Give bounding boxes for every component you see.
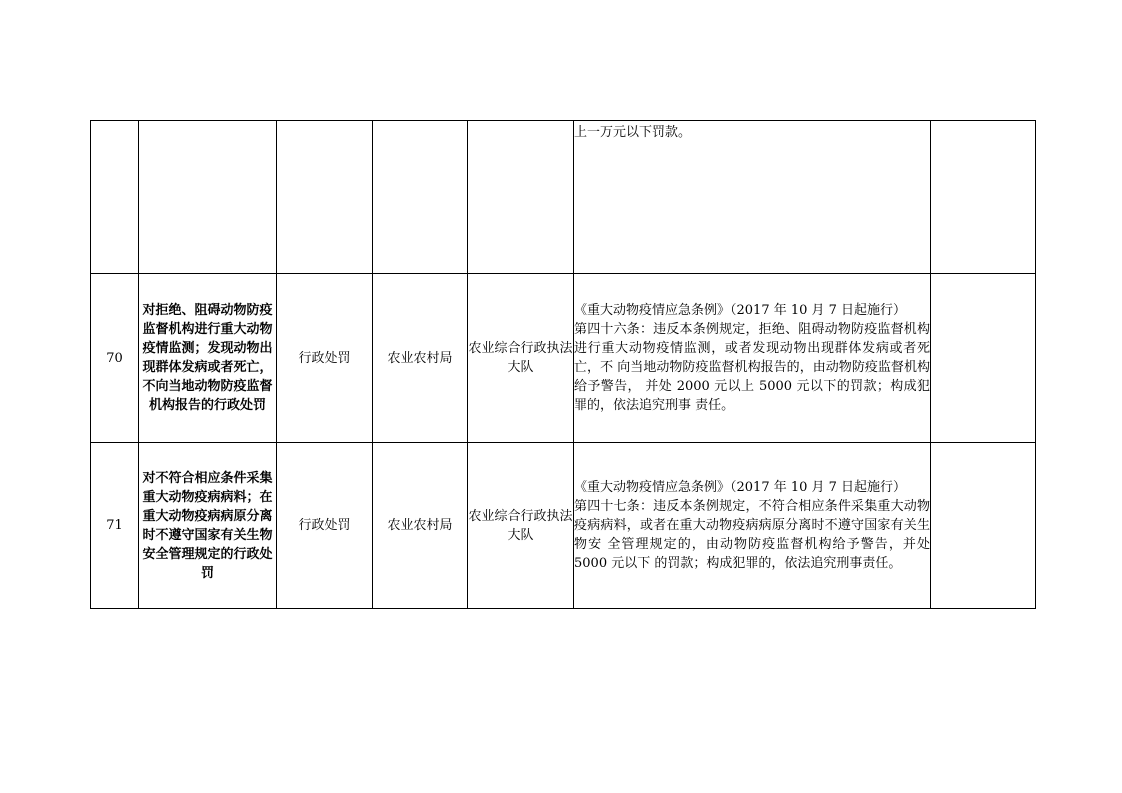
remarks-cell bbox=[931, 121, 1036, 274]
legal-basis-text: 上一万元以下罚款。 bbox=[574, 125, 692, 140]
department-cell bbox=[373, 121, 468, 274]
legal-basis-text: 第四十七条：违反本条例规定，不符合相应条件采集重大动物 疫病病料，或者在重大动物疫病病原分离时不遵守国家有关生物安 全管理规定的，由动物防疫监督机构给予警告，并处 5000 元以下 的罚款；构成犯罪的，依法追究刑事责任。 bbox=[574, 499, 930, 571]
table-row bbox=[91, 274, 1036, 443]
enforcement-unit-cell bbox=[468, 121, 574, 274]
legal-basis-text: 第四十六条：违反本条例规定，拒绝、阻碍动物防疫监督机构 进行重大动物疫情监测，或者发现动物出现群体发病或者死亡，不 向当地动物防疫监督机构报告的，由动物防疫监督机构给予警告， 并处 2000 元以上 5000 元以下的罚款；构成犯罪的，依法追究刑事 责任。 bbox=[574, 322, 930, 413]
legal-basis-title: 《重大动物疫情应急条例》（2017 年 10 月 7 日起施行） bbox=[574, 480, 907, 495]
power-type-cell: 行政处罚 bbox=[277, 274, 373, 443]
penalty-table bbox=[90, 120, 1036, 609]
table-row bbox=[91, 443, 1036, 609]
legal-basis-cell bbox=[574, 443, 931, 609]
legal-basis-title: 《重大动物疫情应急条例》（2017 年 10 月 7 日起施行） bbox=[574, 303, 907, 318]
row-number-cell: 71 bbox=[91, 443, 139, 609]
power-type-cell bbox=[277, 121, 373, 274]
row-number-cell bbox=[91, 121, 139, 274]
item-name-cell: 对拒绝、阻碍动物防疫监督机构进行重大动物疫情监测；发现动物出现群体发病或者死亡，不向当地动物防疫监督机构报告的行政处罚 bbox=[139, 274, 277, 443]
legal-basis-cell bbox=[574, 274, 931, 443]
department-cell: 农业农村局 bbox=[373, 274, 468, 443]
legal-basis-cell bbox=[574, 121, 931, 274]
enforcement-unit-cell: 农业综合行政执法大队 bbox=[468, 443, 574, 609]
item-name-cell bbox=[139, 121, 277, 274]
remarks-cell bbox=[931, 443, 1036, 609]
department-cell: 农业农村局 bbox=[373, 443, 468, 609]
power-type-cell: 行政处罚 bbox=[277, 443, 373, 609]
item-name-cell: 对不符合相应条件采集重大动物疫病病料；在重大动物疫病病原分离时不遵守国家有关生物安全管理规定的行政处罚 bbox=[139, 443, 277, 609]
row-number-cell: 70 bbox=[91, 274, 139, 443]
remarks-cell bbox=[931, 274, 1036, 443]
table-row-continuation bbox=[91, 121, 1036, 274]
enforcement-unit-cell: 农业综合行政执法大队 bbox=[468, 274, 574, 443]
